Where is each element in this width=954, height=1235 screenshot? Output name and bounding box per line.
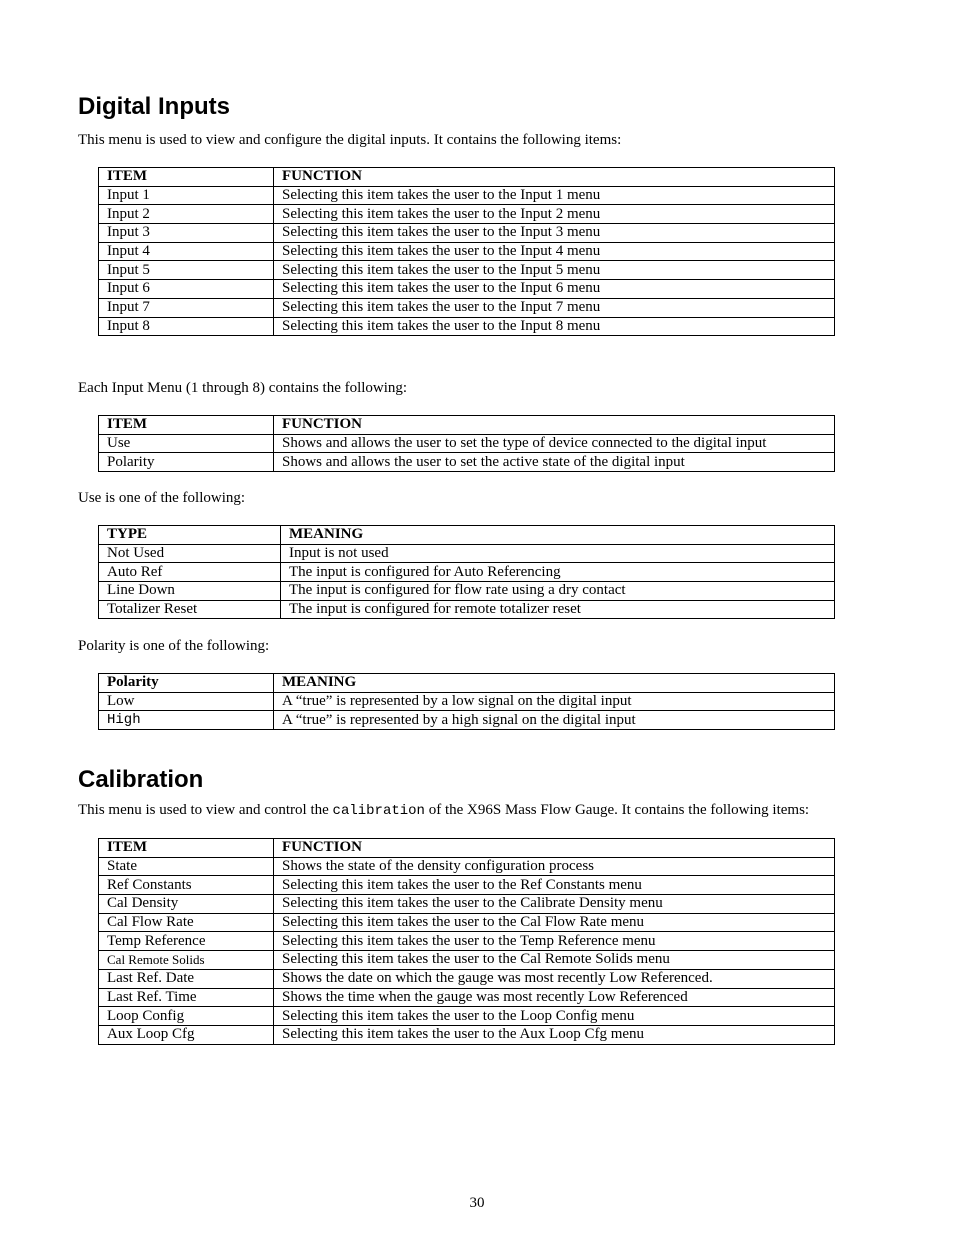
use-table [98,525,835,619]
table-cell: Selecting this item takes the user to the Cal Remote Solids menu [274,951,835,970]
table-cell: Cal Flow Rate [99,913,274,932]
table-cell: Input 1 [99,186,274,205]
table-row [99,951,835,970]
table-header-row [99,168,835,187]
table-row [99,242,835,261]
table-cell: Selecting this item takes the user to the Input 8 menu [274,317,835,336]
table-row [99,582,835,601]
table-row [99,544,835,563]
table-cell: A “true” is represented by a high signal on the digital input [274,711,835,730]
table-cell: Selecting this item takes the user to the Input 3 menu [274,224,835,243]
input-menu-table-body [99,416,835,472]
table-cell: Input is not used [281,544,835,563]
table-row [99,1025,835,1044]
table-header-cell: MEANING [281,526,835,545]
table-cell: Input 6 [99,280,274,299]
polarity-intro: Polarity is one of the following: [78,638,270,654]
calibration-table [98,838,835,1045]
table-row [99,932,835,951]
table-header-cell: FUNCTION [274,839,835,858]
table-row [99,895,835,914]
table-row [99,453,835,472]
table-row [99,969,835,988]
table-cell: Shows the state of the density configuration process [274,857,835,876]
table-row [99,600,835,619]
table-cell: The input is configured for remote totalizer reset [281,600,835,619]
table-cell: Input 3 [99,224,274,243]
table-cell: Input 4 [99,242,274,261]
table-header-row [99,839,835,858]
table-row [99,298,835,317]
table-row [99,692,835,711]
digital-inputs-heading: Digital Inputs [78,93,230,120]
table-cell: Selecting this item takes the user to the Input 6 menu [274,280,835,299]
table-cell: Low [99,692,274,711]
table-row [99,186,835,205]
table-row [99,1007,835,1026]
table-cell: Shows the time when the gauge was most recently Low Referenced [274,988,835,1007]
table-cell: Cal Remote Solids [99,951,274,970]
page-number: 30 [469,1195,485,1211]
table-cell: Input 8 [99,317,274,336]
table-row [99,224,835,243]
table-row [99,857,835,876]
table-row [99,205,835,224]
digital-inputs-table [98,167,835,336]
table-header-row [99,526,835,545]
input-menu-table [98,415,835,472]
table-cell: Input 7 [99,298,274,317]
digital-inputs-intro: This menu is used to view and configure the digital inputs. It contains the following items: [78,132,622,148]
table-cell: Last Ref. Date [99,969,274,988]
table-cell: Auto Ref [99,563,281,582]
table-cell: Aux Loop Cfg [99,1025,274,1044]
table-row [99,876,835,895]
table-cell: Shows and allows the user to set the active state of the digital input [274,453,835,472]
table-cell: Ref Constants [99,876,274,895]
table-cell: Selecting this item takes the user to the Calibrate Density menu [274,895,835,914]
table-cell: Loop Config [99,1007,274,1026]
table-cell: Cal Density [99,895,274,914]
table-cell: Last Ref. Time [99,988,274,1007]
table-cell: Selecting this item takes the user to the Input 1 menu [274,186,835,205]
table-row [99,434,835,453]
table-cell: Selecting this item takes the user to the Aux Loop Cfg menu [274,1025,835,1044]
calibration-intro-before: This menu is used to view and control the [78,802,333,818]
table-header-cell: Polarity [99,674,274,693]
table-cell: Line Down [99,582,281,601]
table-cell: State [99,857,274,876]
table-cell: Selecting this item takes the user to the Loop Config menu [274,1007,835,1026]
table-cell: Input 5 [99,261,274,280]
table-header-row [99,674,835,693]
table-cell: Selecting this item takes the user to the Input 4 menu [274,242,835,261]
table-cell: Totalizer Reset [99,600,281,619]
table-cell: Selecting this item takes the user to the Cal Flow Rate menu [274,913,835,932]
table-cell: Use [99,434,274,453]
table-row [99,563,835,582]
table-cell: Not Used [99,544,281,563]
table-cell: Temp Reference [99,932,274,951]
table-row [99,711,835,730]
calibration-intro-code: calibration [332,803,425,819]
table-cell: Selecting this item takes the user to the Ref Constants menu [274,876,835,895]
use-intro: Use is one of the following: [78,490,246,506]
table-cell: The input is configured for Auto Referencing [281,563,835,582]
table-cell: Selecting this item takes the user to the Input 5 menu [274,261,835,280]
table-header-cell: FUNCTION [274,416,835,435]
table-cell: Selecting this item takes the user to the Input 7 menu [274,298,835,317]
table-cell: A “true” is represented by a low signal on the digital input [274,692,835,711]
table-header-cell: ITEM [99,416,274,435]
table-cell: Shows the date on which the gauge was most recently Low Referenced. [274,969,835,988]
table-row [99,280,835,299]
digital-inputs-table-body [99,168,835,336]
table-cell: Selecting this item takes the user to the Input 2 menu [274,205,835,224]
calibration-table-body [99,839,835,1045]
table-cell: Polarity [99,453,274,472]
table-row [99,261,835,280]
calibration-heading: Calibration [78,766,204,793]
calibration-intro [78,801,809,820]
table-row [99,317,835,336]
input-menu-intro: Each Input Menu (1 through 8) contains the following: [78,380,408,396]
table-header-cell: MEANING [274,674,835,693]
table-header-row [99,416,835,435]
table-header-cell: ITEM [99,839,274,858]
calibration-intro-after: of the X96S Mass Flow Gauge. It contains the following items: [424,802,810,818]
table-cell: Selecting this item takes the user to the Temp Reference menu [274,932,835,951]
table-cell: Shows and allows the user to set the type of device connected to the digital input [274,434,835,453]
polarity-table [98,673,835,730]
use-table-body [99,526,835,619]
table-cell: The input is configured for flow rate using a dry contact [281,582,835,601]
table-header-cell: FUNCTION [274,168,835,187]
polarity-table-body [99,674,835,730]
table-header-cell: TYPE [99,526,281,545]
table-header-cell: ITEM [99,168,274,187]
table-cell: High [99,711,274,730]
table-cell: Input 2 [99,205,274,224]
table-row [99,988,835,1007]
table-row [99,913,835,932]
